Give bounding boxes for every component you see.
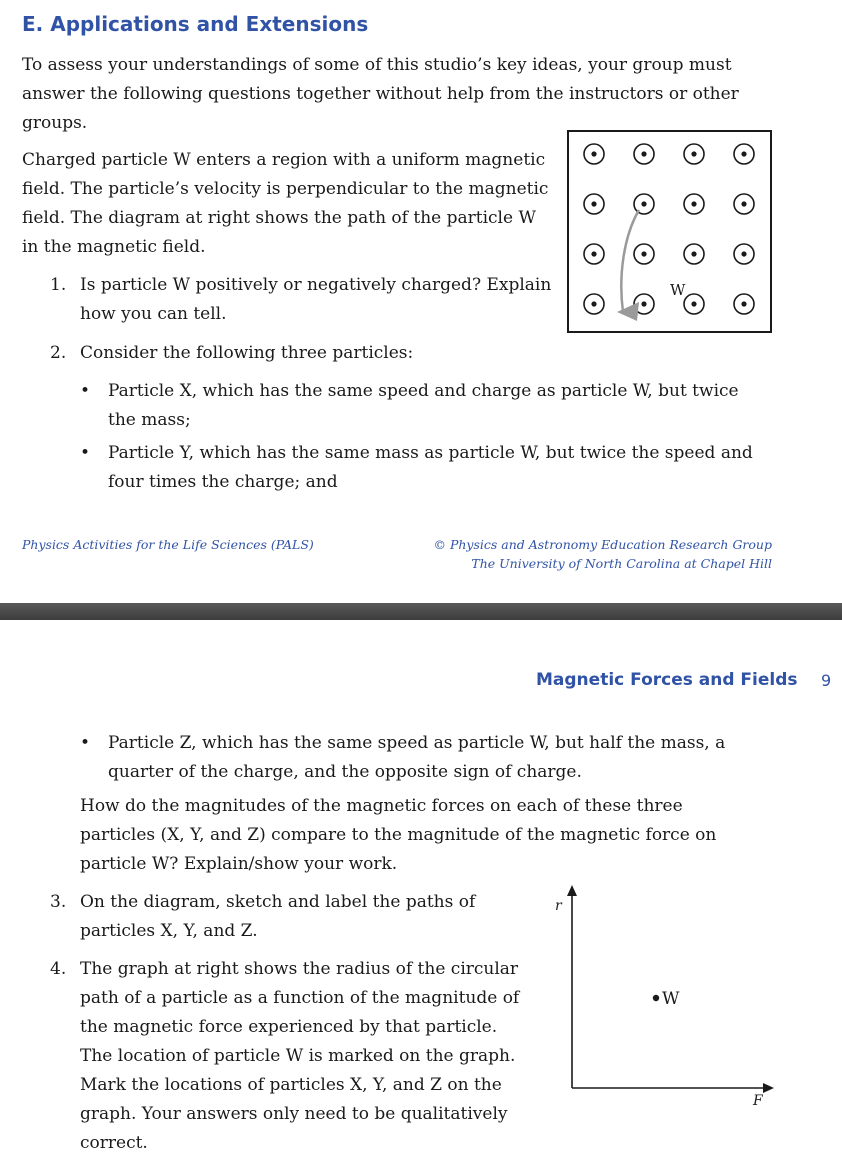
question-number: 1. [50, 275, 67, 295]
y-axis-label: r [555, 898, 562, 914]
question-text: The graph at right shows the radius of the circular path of a particle as a function of the magnitude of the magnetic force experienced by that particle. The location of particle W is marked on the graph. Mark the locations of particles X, Y, and Z on the graph. Your answers only need to be qualitatively correct. [80, 959, 520, 1153]
question-number: 3. [50, 892, 67, 912]
footer-institution: The University of North Carolina at Chapel Hill [471, 556, 772, 571]
footer-copyright: © Physics and Astronomy Education Research Group [433, 537, 772, 552]
bullet-icon: • [80, 443, 91, 463]
particle-w-point-label: W [662, 989, 680, 1009]
intro-paragraph: To assess your understandings of some of this studio’s key ideas, your group must answer the following questions together without help from the instructors or other groups. [22, 55, 739, 133]
list-item-particle-x [80, 377, 760, 435]
particle-w-point [653, 995, 659, 1001]
page-divider [0, 603, 842, 620]
field-symbol-center-dot [641, 151, 646, 156]
setup-paragraph: Charged particle W enters a region with a uniform magnetic field. The particle’s velocity is perpendicular to the magnetic field. The diagram at right shows the path of the particle W in the magnetic field. [22, 150, 549, 257]
bullet-text: Particle X, which has the same speed and charge as particle W, but twice the mass; [108, 381, 739, 430]
list-item-particle-y [80, 439, 760, 497]
question-4 [50, 955, 530, 1158]
question-text: On the diagram, sketch and label the paths of particles X, Y, and Z. [80, 892, 476, 941]
question-text: Consider the following three particles: [80, 343, 414, 363]
footer-right [433, 535, 772, 573]
page-number: 9 [821, 671, 832, 690]
field-symbol-center-dot [591, 251, 596, 256]
bullet-text: Particle Y, which has the same mass as particle W, but twice the speed and four times the charge; and [108, 443, 753, 492]
bullet-text: Particle Z, which has the same speed as particle W, but half the mass, a quarter of the charge, and the opposite sign of charge. [108, 733, 726, 782]
field-symbol-center-dot [741, 301, 746, 306]
field-symbol-center-dot [641, 301, 646, 306]
y-axis-arrowhead [567, 885, 577, 896]
field-symbol-center-dot [741, 251, 746, 256]
magnetic-field-diagram [567, 130, 773, 334]
x-axis-arrowhead [763, 1083, 774, 1093]
list-item-particle-z [80, 729, 760, 787]
field-symbol-center-dot [691, 151, 696, 156]
field-symbol-center-dot [691, 251, 696, 256]
field-symbol-center-dot [741, 201, 746, 206]
field-symbol-center-dot [741, 151, 746, 156]
field-symbol-center-dot [641, 251, 646, 256]
field-symbol-center-dot [591, 301, 596, 306]
question-2 [50, 339, 770, 368]
field-symbol-center-dot [591, 151, 596, 156]
field-symbol-center-dot [691, 201, 696, 206]
question-2-followup: How do the magnitudes of the magnetic forces on each of these three particles (X, Y, and Z) compare to the magnitude of the magnetic force on particle W? Explain/show your work. [80, 796, 717, 874]
radius-force-graph [550, 880, 780, 1110]
bullet-icon: • [80, 381, 91, 401]
field-symbol-center-dot [641, 201, 646, 206]
x-axis-label: F [753, 1093, 763, 1109]
question-3 [50, 888, 555, 946]
field-symbol-center-dot [691, 301, 696, 306]
question-1 [50, 271, 555, 329]
question-text: Is particle W positively or negatively charged? Explain how you can tell. [80, 275, 552, 324]
section-title: E. Applications and Extensions [22, 12, 369, 36]
particle-w-label: W [670, 281, 686, 299]
question-number: 4. [50, 959, 67, 979]
footer-left: Physics Activities for the Life Sciences (PALS) [22, 537, 314, 552]
bullet-icon: • [80, 733, 91, 753]
field-symbol-center-dot [591, 201, 596, 206]
running-header-title: Magnetic Forces and Fields [536, 670, 798, 690]
question-number: 2. [50, 343, 67, 363]
